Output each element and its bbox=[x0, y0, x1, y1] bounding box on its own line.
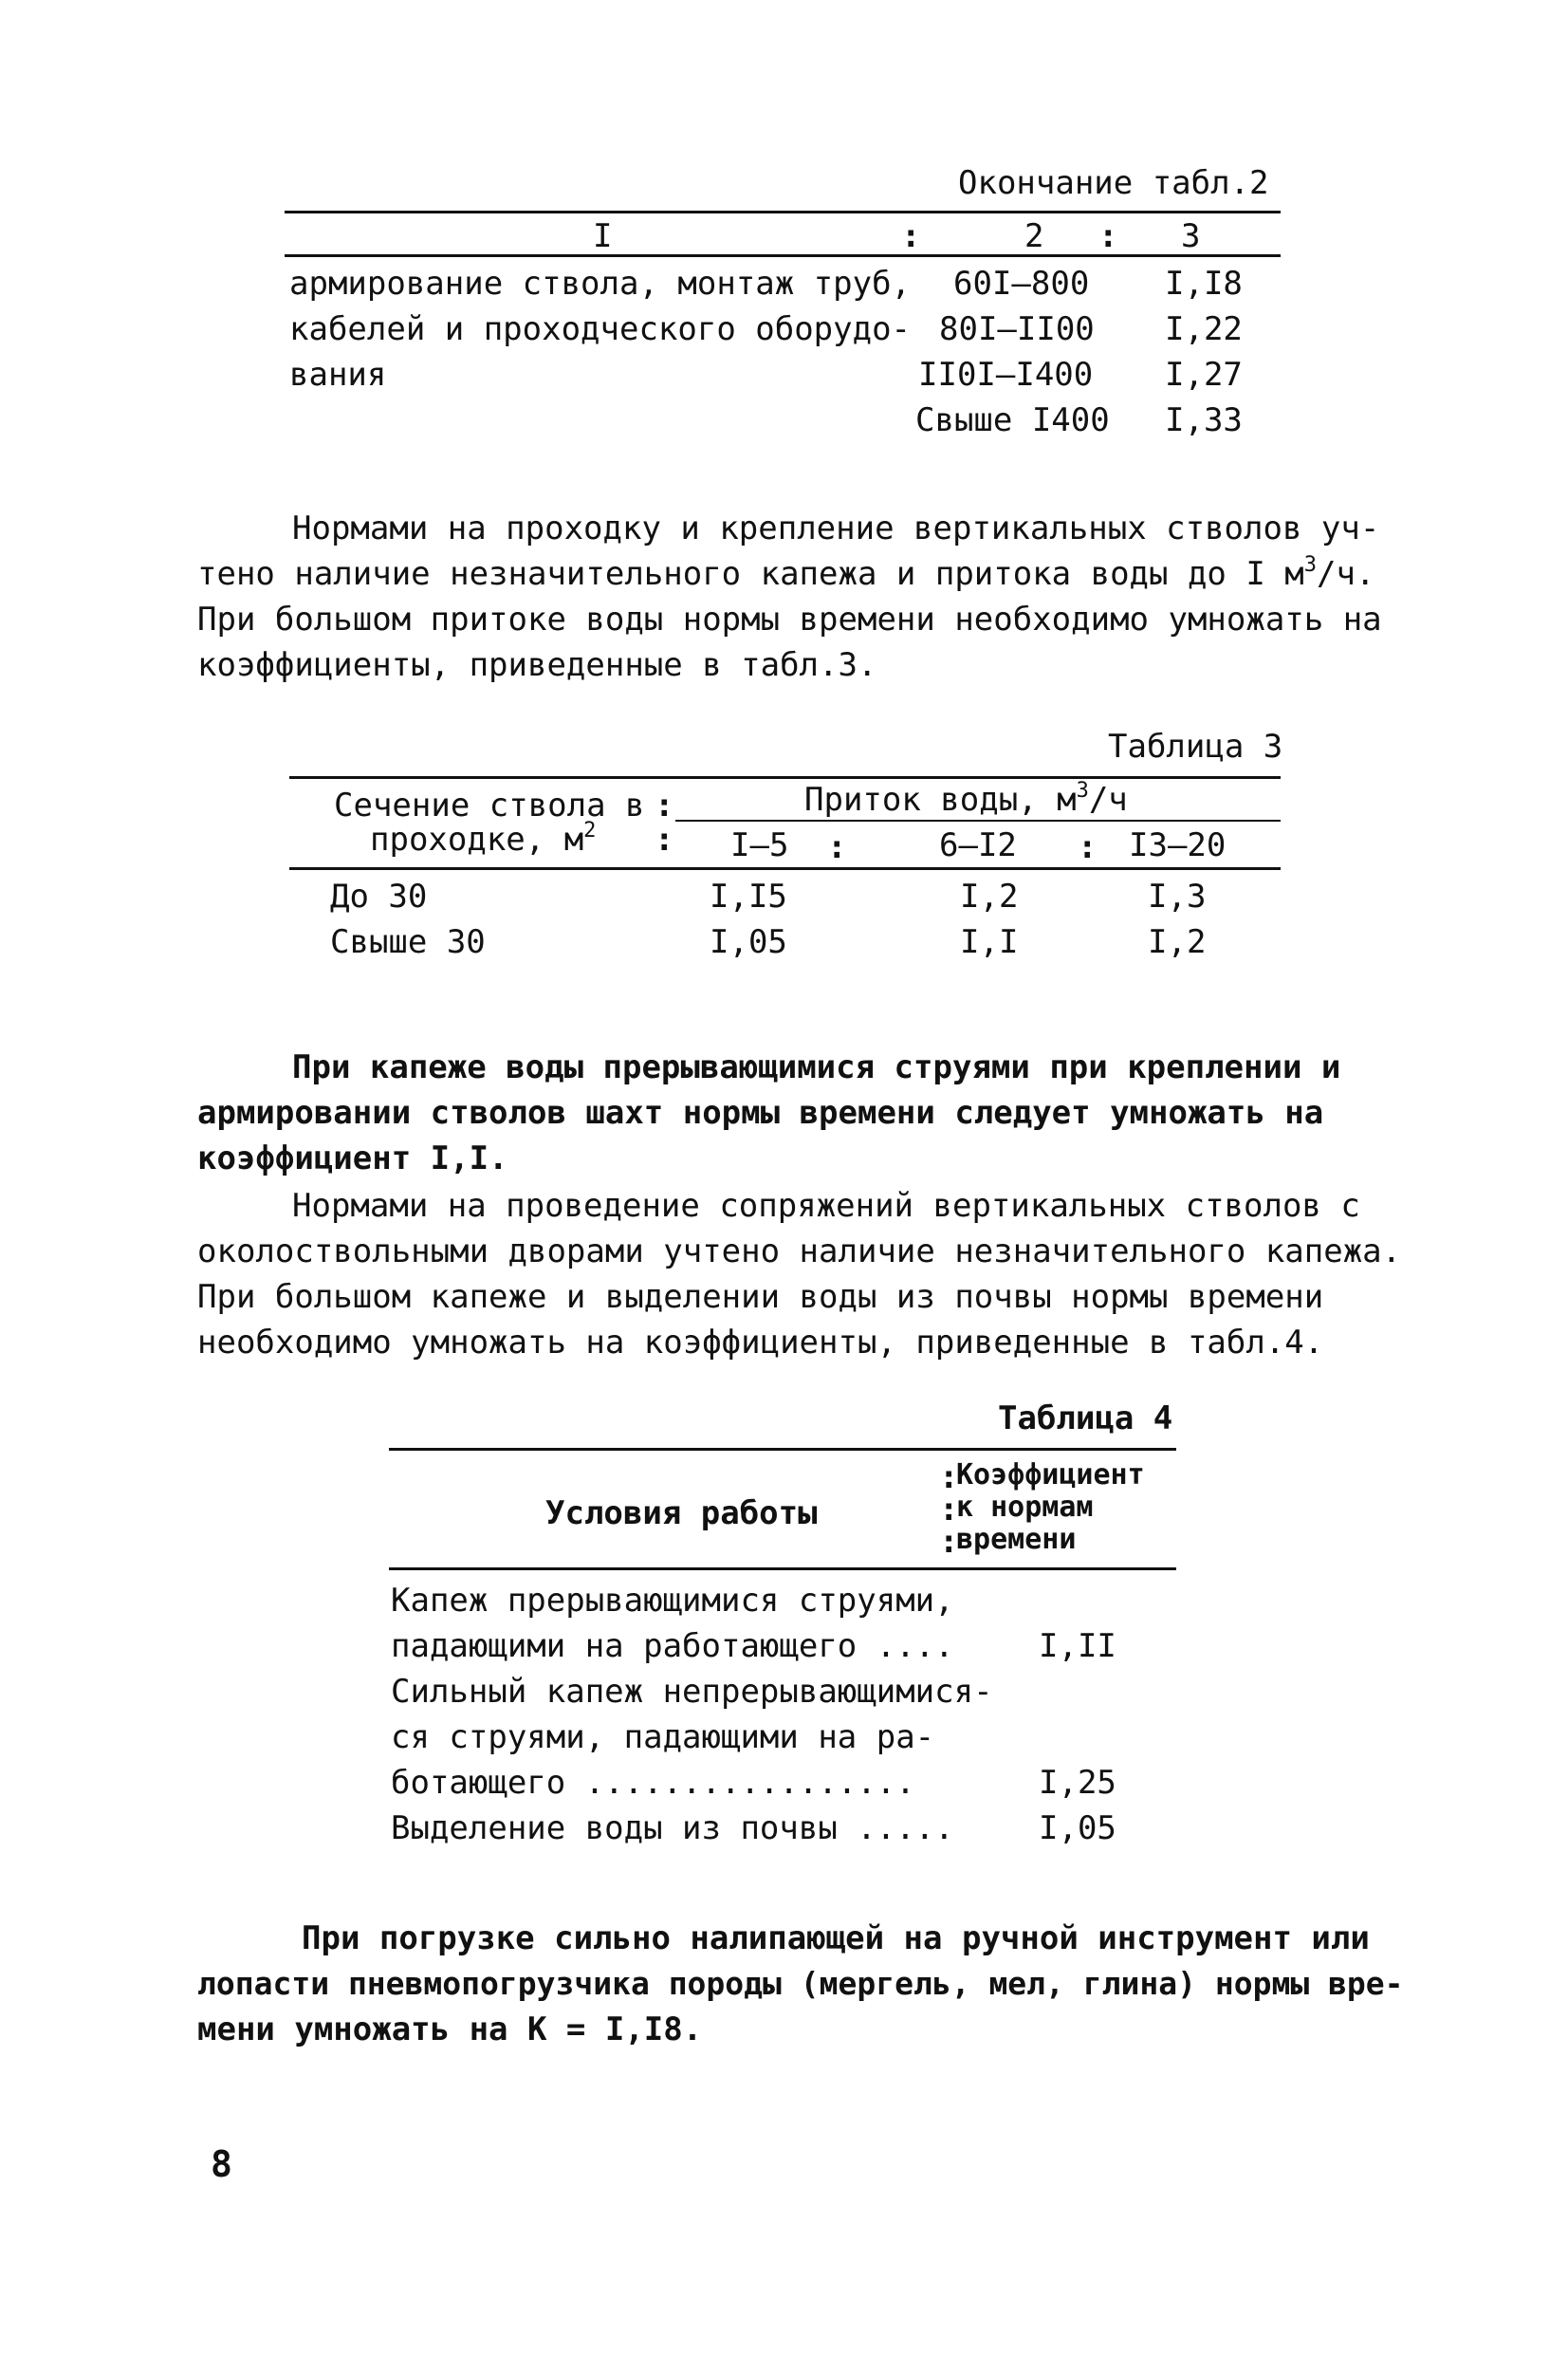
table4-coef: I,II bbox=[1039, 1627, 1116, 1665]
table2-coef: I,33 bbox=[1165, 401, 1243, 439]
table4-row-line: Сильный капеж непрерывающимися- bbox=[391, 1673, 993, 1711]
table3-value: I,I5 bbox=[710, 878, 787, 916]
para1-line-text: тено наличие незначительного капежа и притока воды до I м bbox=[197, 555, 1304, 593]
para2-line: коэффициент I,I. bbox=[197, 1139, 508, 1177]
para2-line: армировании стволов шахт нормы времени следует умножать на bbox=[197, 1094, 1324, 1132]
table2-description-line: армирование ствола, монтаж труб, bbox=[289, 265, 912, 303]
table2-col-header-3: 3 bbox=[1181, 217, 1201, 255]
table4-header-left: Условия работы bbox=[545, 1494, 818, 1532]
table4-row-line: Капеж прерывающимися струями, bbox=[391, 1582, 954, 1620]
table2-coef: I,22 bbox=[1165, 310, 1243, 348]
para3-line: околоствольными дворами учтено наличие незначительного капежа. bbox=[197, 1232, 1402, 1270]
para3-line: необходимо умножать на коэффициенты, приведенные в табл.4. bbox=[197, 1324, 1324, 1362]
table4-header-right: Коэффициент bbox=[956, 1458, 1145, 1491]
table3-value: I,I bbox=[960, 923, 1019, 961]
table2-description-line: вания bbox=[289, 356, 387, 394]
table4-header-right: времени bbox=[956, 1523, 1077, 1556]
table2-coef: I,I8 bbox=[1165, 265, 1243, 303]
table3-header-left: Сечение ствола в bbox=[334, 787, 645, 824]
table4-separator: : bbox=[939, 1491, 959, 1529]
unit-tail: /ч. bbox=[1317, 555, 1375, 593]
para1-line bbox=[197, 553, 1375, 593]
unit-superscript: 3 bbox=[1303, 553, 1318, 577]
table4-separator: : bbox=[939, 1458, 959, 1496]
table2-caption: Окончание табл.2 bbox=[958, 164, 1269, 202]
table4-header-right: к нормам bbox=[956, 1491, 1094, 1524]
table3-header-group bbox=[804, 779, 1128, 819]
table3-value: I,2 bbox=[960, 878, 1019, 916]
table4-coef: I,05 bbox=[1039, 1809, 1116, 1847]
table2-range: 60I–800 bbox=[953, 265, 1090, 303]
para2-line: При капеже воды прерывающимися струями при креплении и bbox=[292, 1048, 1341, 1086]
table2-description-line: кабелей и проходческого оборудо- bbox=[289, 310, 912, 348]
table3-separator: : bbox=[827, 828, 847, 866]
table4-row-line: Выделение воды из почвы ..... bbox=[391, 1809, 954, 1847]
table3-top-rule bbox=[289, 776, 1281, 779]
table3-subheader: I–5 bbox=[730, 826, 789, 864]
table2-col-separator: : bbox=[1098, 217, 1118, 255]
para4-line: мени умножать на К = I,I8. bbox=[197, 2010, 703, 2048]
para1-line: Нормами на проходку и крепление вертикальных стволов уч- bbox=[292, 510, 1380, 547]
table4-coef: I,25 bbox=[1039, 1764, 1116, 1802]
table3-header-left-text: проходке, м bbox=[370, 821, 584, 859]
table4-header-rule bbox=[389, 1567, 1176, 1570]
para3-line: Нормами на проведение сопряжений вертикальных стволов с bbox=[292, 1187, 1360, 1225]
table2-col-header-1: I bbox=[593, 217, 613, 255]
para3-line: При большом капеже и выделении воды из почвы нормы времени bbox=[197, 1278, 1324, 1316]
table3-separator: : bbox=[655, 821, 674, 859]
table3-subheader: 6–I2 bbox=[939, 826, 1017, 864]
table2-range: II0I–I400 bbox=[918, 356, 1094, 394]
area-superscript: 2 bbox=[583, 819, 597, 843]
table3-header-left bbox=[370, 819, 597, 859]
para4-line: лопасти пневмопогрузчика породы (мергель, мел, глина) нормы вре- bbox=[197, 1965, 1404, 2002]
table3-group-rule bbox=[675, 820, 1281, 822]
table2-coef: I,27 bbox=[1165, 356, 1243, 394]
table3-header-rule bbox=[289, 867, 1281, 870]
table2-col-separator: : bbox=[901, 217, 921, 255]
table2-range: 80I–II00 bbox=[939, 310, 1095, 348]
table3-separator: : bbox=[1078, 828, 1098, 866]
table4-row-line: ботающего ................. bbox=[391, 1764, 915, 1802]
table2-range: Свыше I400 bbox=[915, 401, 1110, 439]
table3-value: I,05 bbox=[710, 923, 787, 961]
table2-col-header-2: 2 bbox=[1024, 217, 1044, 255]
table4-row-line: ся струями, падающими на ра- bbox=[391, 1718, 935, 1756]
para4-line: При погрузке сильно налипающей на ручной инструмент или bbox=[302, 1919, 1370, 1957]
volume-superscript: 3 bbox=[1076, 779, 1089, 803]
table3-value: I,3 bbox=[1148, 878, 1207, 916]
table2-header-rule bbox=[285, 254, 1281, 257]
table3-separator: : bbox=[655, 787, 674, 824]
table4-separator: : bbox=[939, 1523, 959, 1561]
page-number: 8 bbox=[211, 2143, 232, 2185]
table3-header-group-tail: /ч bbox=[1088, 781, 1128, 819]
table4-caption: Таблица 4 bbox=[998, 1399, 1173, 1437]
table4-top-rule bbox=[389, 1448, 1176, 1451]
para1-line: коэффициенты, приведенные в табл.3. bbox=[197, 646, 877, 684]
table3-row-label: Свыше 30 bbox=[330, 923, 486, 961]
table4-row-line: падающими на работающего .... bbox=[391, 1627, 954, 1665]
table3-row-label: До 30 bbox=[330, 878, 428, 916]
para1-line: При большом притоке воды нормы времени необходимо умножать на bbox=[197, 601, 1382, 639]
table2-top-rule bbox=[285, 211, 1281, 213]
table3-value: I,2 bbox=[1148, 923, 1207, 961]
table3-caption: Таблица 3 bbox=[1108, 728, 1283, 766]
table3-subheader: I3–20 bbox=[1129, 826, 1227, 864]
table3-header-group-text: Приток воды, м bbox=[804, 781, 1077, 819]
